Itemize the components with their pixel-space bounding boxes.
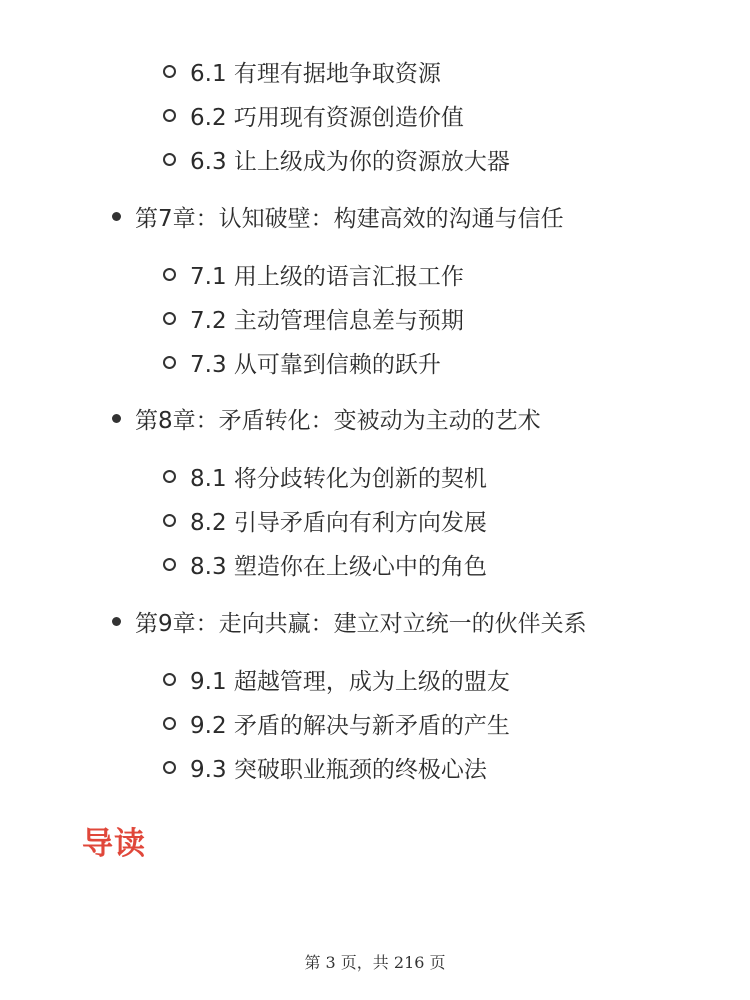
toc-subsection-label: 7.2 主动管理信息差与预期	[190, 307, 464, 334]
circle-bullet-icon	[163, 312, 176, 325]
toc-chapter-7[interactable]	[112, 198, 564, 234]
page-number-footer: 第 3 页，共 216 页	[304, 953, 446, 972]
circle-bullet-icon	[163, 558, 176, 571]
toc-subsection-9-2[interactable]	[163, 705, 510, 741]
toc-subsection-label: 6.1 有理有据地争取资源	[190, 60, 441, 87]
toc-subsection-8-2[interactable]	[163, 502, 487, 538]
section-heading: 导读	[82, 826, 146, 862]
circle-bullet-icon	[163, 109, 176, 122]
toc-subsection-8-1[interactable]	[163, 458, 487, 494]
toc-subsection-label: 7.3 从可靠到信赖的跃升	[190, 351, 441, 378]
toc-subsection-6-3[interactable]	[163, 141, 510, 177]
circle-bullet-icon	[163, 65, 176, 78]
toc-chapter-label: 第8章：矛盾转化：变被动为主动的艺术	[135, 407, 541, 434]
dot-bullet-icon	[112, 617, 121, 626]
circle-bullet-icon	[163, 717, 176, 730]
circle-bullet-icon	[163, 470, 176, 483]
toc-subsection-9-3[interactable]	[163, 749, 487, 785]
circle-bullet-icon	[163, 761, 176, 774]
toc-subsection-9-1[interactable]	[163, 661, 510, 697]
toc-chapter-label: 第9章：走向共赢：建立对立统一的伙伴关系	[135, 610, 587, 637]
toc-subsection-label: 6.2 巧用现有资源创造价值	[190, 104, 464, 131]
toc-subsection-label: 8.2 引导矛盾向有利方向发展	[190, 509, 487, 536]
toc-subsection-7-1[interactable]	[163, 256, 464, 292]
toc-subsection-label: 7.1 用上级的语言汇报工作	[190, 263, 464, 290]
toc-chapter-label: 第7章：认知破壁：构建高效的沟通与信任	[135, 205, 564, 232]
toc-subsection-6-1[interactable]	[163, 53, 441, 89]
toc-chapter-9[interactable]	[112, 603, 587, 639]
circle-bullet-icon	[163, 514, 176, 527]
toc-subsection-label: 9.1 超越管理，成为上级的盟友	[190, 668, 510, 695]
toc-subsection-label: 6.3 让上级成为你的资源放大器	[190, 148, 510, 175]
circle-bullet-icon	[163, 356, 176, 369]
toc-subsection-label: 9.3 突破职业瓶颈的终极心法	[190, 756, 487, 783]
toc-subsection-6-2[interactable]	[163, 97, 464, 133]
toc-subsection-7-3[interactable]	[163, 344, 441, 380]
circle-bullet-icon	[163, 268, 176, 281]
dot-bullet-icon	[112, 414, 121, 423]
circle-bullet-icon	[163, 153, 176, 166]
toc-subsection-7-2[interactable]	[163, 300, 464, 336]
toc-subsection-label: 9.2 矛盾的解决与新矛盾的产生	[190, 712, 510, 739]
toc-subsection-label: 8.1 将分歧转化为创新的契机	[190, 465, 487, 492]
toc-chapter-8[interactable]	[112, 400, 541, 436]
toc-subsection-8-3[interactable]	[163, 546, 487, 582]
dot-bullet-icon	[112, 212, 121, 221]
toc-subsection-label: 8.3 塑造你在上级心中的角色	[190, 553, 487, 580]
circle-bullet-icon	[163, 673, 176, 686]
